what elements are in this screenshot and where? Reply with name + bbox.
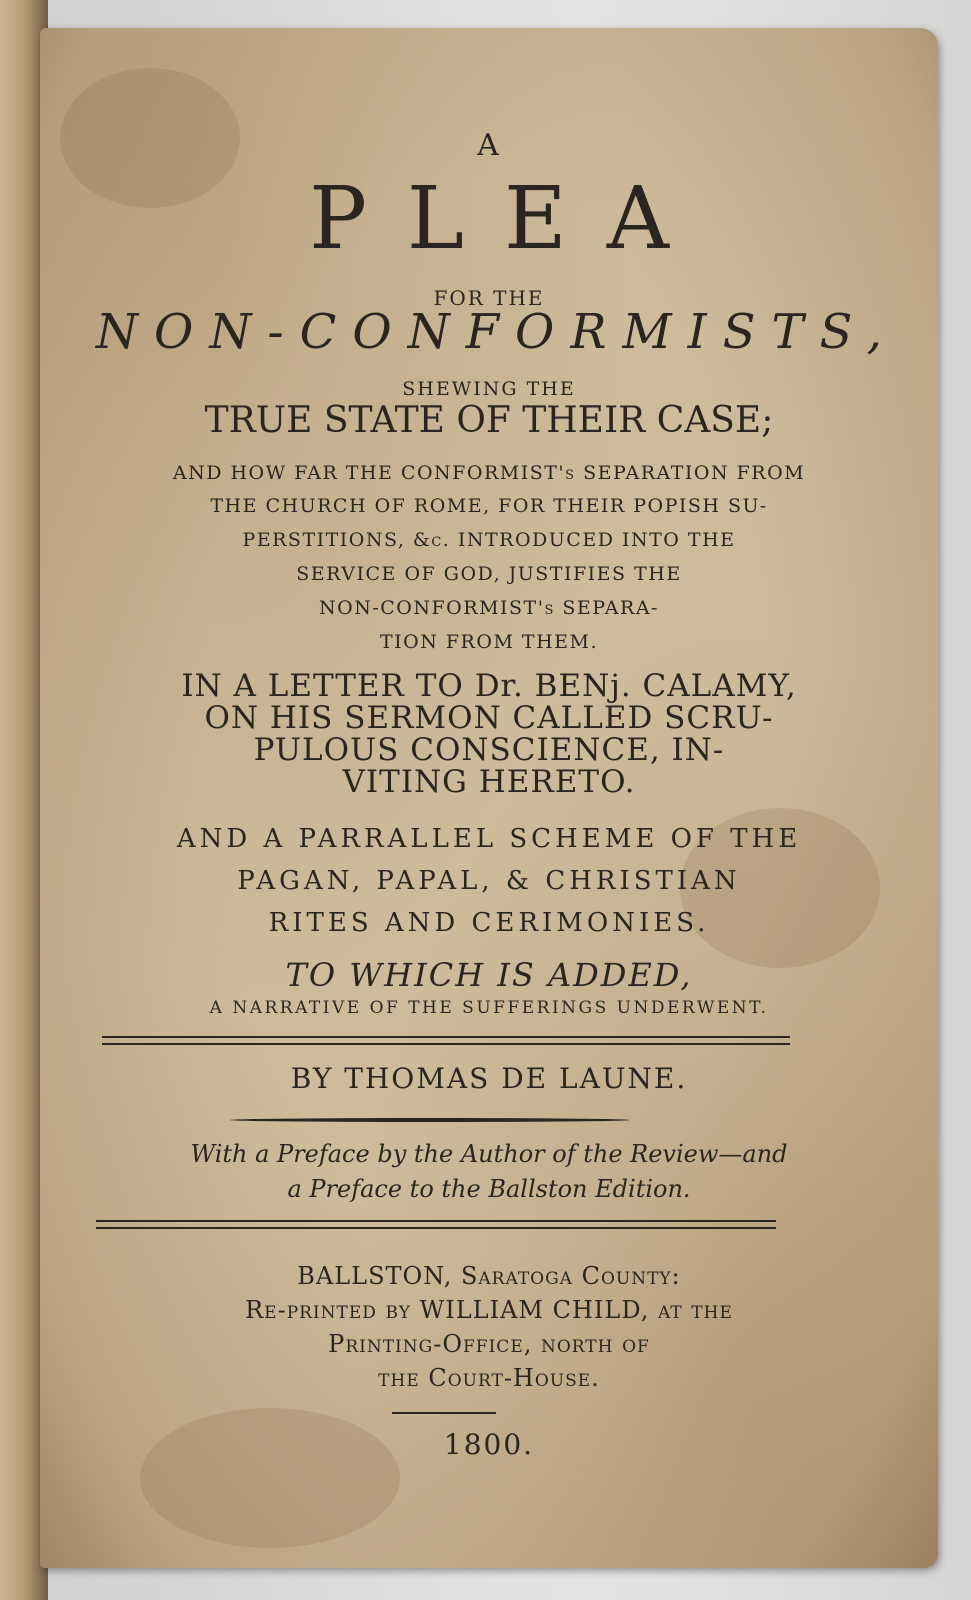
scheme-line: RITES AND CERIMONIES. <box>268 908 710 938</box>
imprint-line: Printing-Office, north of <box>328 1330 650 1358</box>
description-line: THE CHURCH OF ROME, FOR THEIR POPISH SU- <box>210 495 768 517</box>
description-line: SERVICE OF GOD, JUSTIFIES THE <box>296 563 682 585</box>
preface-line: a Preface to the Ballston Edition. <box>287 1175 691 1203</box>
letter-line: ON HIS SERMON CALLED SCRU- <box>204 700 774 736</box>
description-line: AND HOW FAR THE CONFORMIST's SEPARATION FROM <box>172 462 806 484</box>
letter-line: IN A LETTER TO Dr. BENj. CALAMY, <box>181 668 797 704</box>
double-rule-top <box>102 1036 790 1038</box>
ornamental-rule <box>230 1118 630 1122</box>
imprint-line: the Court-House. <box>378 1364 600 1392</box>
narrative-line: A NARRATIVE OF THE SUFFERINGS UNDERWENT. <box>209 998 769 1018</box>
description-line: NON-CONFORMIST's SEPARA- <box>319 597 659 619</box>
author-line: BY THOMAS DE LAUNE. <box>290 1062 688 1095</box>
main-title: PLEA <box>309 169 709 269</box>
preface-line: With a Preface by the Author of the Review—and <box>190 1140 788 1168</box>
imprint-line: BALLSTON, Saratoga County: <box>297 1262 681 1290</box>
title-article: A <box>477 128 501 163</box>
shewing-line: SHEWING THE <box>402 378 576 400</box>
short-rule <box>392 1412 496 1414</box>
title-connector: FOR THE <box>433 286 545 310</box>
added-line: TO WHICH IS ADDED, <box>285 956 693 994</box>
publication-year: 1800. <box>443 1428 535 1461</box>
title-subject: NON-CONFORMISTS, <box>96 304 898 360</box>
letter-line: PULOUS CONSCIENCE, IN- <box>253 732 725 768</box>
double-rule-top <box>96 1220 776 1222</box>
scheme-line: AND A PARRALLEL SCHEME OF THE <box>176 824 802 854</box>
description-line: TION FROM THEM. <box>379 631 599 653</box>
description-line: PERSTITIONS, &c. INTRODUCED INTO THE <box>242 529 736 551</box>
title-page-text <box>40 28 938 1568</box>
scheme-line: PAGAN, PAPAL, & CHRISTIAN <box>237 866 741 896</box>
title-page <box>40 28 938 1568</box>
double-rule-bottom <box>102 1043 790 1045</box>
true-state-line: TRUE STATE OF THEIR CASE; <box>204 400 774 441</box>
letter-line: VITING HERETO. <box>342 764 636 800</box>
double-rule-bottom <box>96 1227 776 1229</box>
imprint-line: Re-printed by WILLIAM CHILD, at the <box>245 1296 733 1324</box>
